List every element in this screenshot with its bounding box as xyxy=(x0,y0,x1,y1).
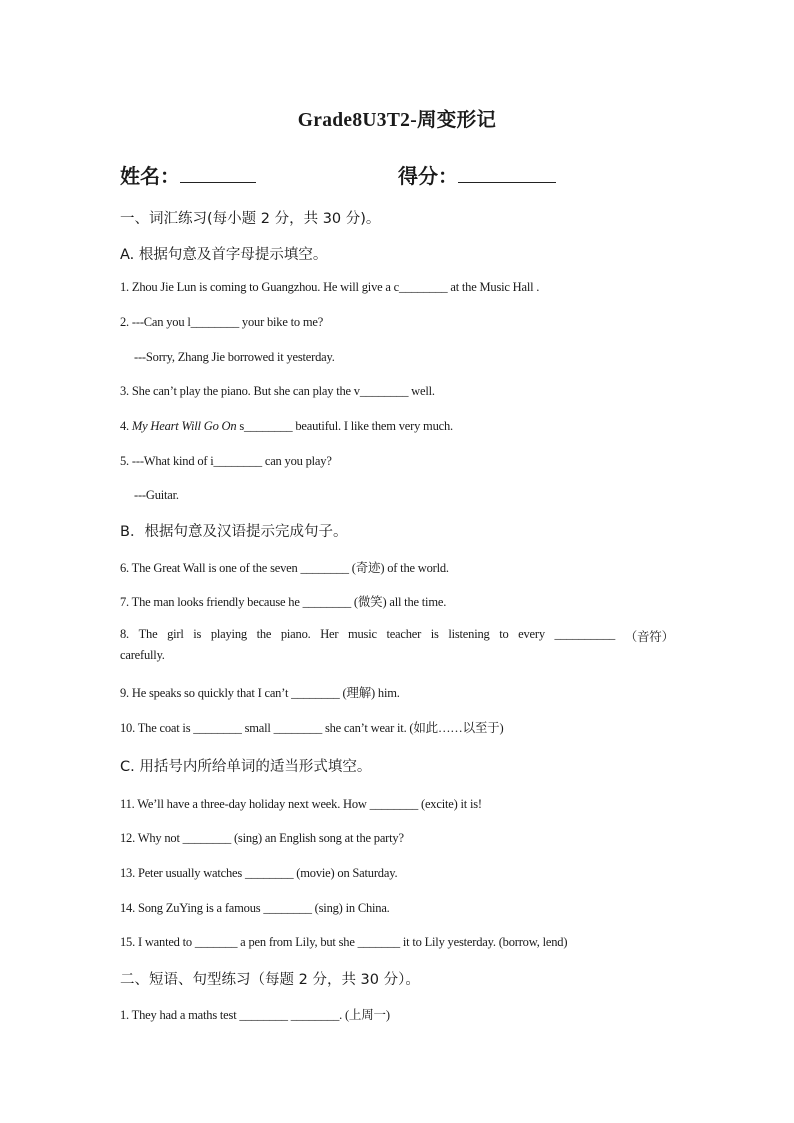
section2-heading: 二、短语、句型练习（每题 2 分，共 30 分）。 xyxy=(120,972,420,988)
q8-word: the xyxy=(256,627,272,641)
question-8 xyxy=(120,627,674,645)
score-blank[interactable] xyxy=(458,164,556,183)
q8-word: Her xyxy=(320,627,339,641)
name-blank[interactable] xyxy=(180,164,256,183)
score-label: 得分： xyxy=(398,164,458,188)
partB-heading: B．根据句意及汉语提示完成句子。 xyxy=(120,524,348,540)
question-5: 5. ---What kind of i________ can you play? xyxy=(120,454,332,468)
section1-heading: 一、词汇练习(每小题 2 分，共 30 分)。 xyxy=(120,211,381,227)
song-title: My Heart Will Go On xyxy=(131,419,237,433)
q8-word: piano. xyxy=(280,627,311,641)
question-13: 13. Peter usually watches ________ (movie) on Saturday. xyxy=(120,866,398,880)
question-15: 15. I wanted to _______ a pen from Lily, but she _______ it to Lily yesterday. (borrow, lend) xyxy=(120,935,568,949)
question-7: 7. The man looks friendly because he ________ (微笑) all the time. xyxy=(120,595,447,609)
question-14: 14. Song ZuYing is a famous ________ (sing) in China. xyxy=(120,901,390,915)
page-title: Grade8U3T2-周变形记 xyxy=(297,110,497,131)
q8-hint: （音符） xyxy=(624,630,674,644)
q8-word: 8. xyxy=(120,627,129,641)
q8-word: teacher xyxy=(386,627,422,641)
question-8-cont: carefully. xyxy=(120,648,165,662)
question-6: 6. The Great Wall is one of the seven ________ (奇迹) of the world. xyxy=(120,561,449,575)
q8-word: every xyxy=(518,627,545,641)
question-10: 10. The coat is ________ small ________ she can’t wear it. (如此……以至于) xyxy=(120,721,504,735)
q8-word: music xyxy=(347,627,377,641)
q8-blank[interactable]: __________ xyxy=(554,627,616,641)
score-field[interactable] xyxy=(398,160,556,189)
question-5-answer: ---Guitar. xyxy=(134,488,179,502)
q8-word: is xyxy=(193,627,202,641)
q8-word: listening xyxy=(448,627,490,641)
question-9: 9. He speaks so quickly that I can’t ________ (理解) him. xyxy=(120,686,400,700)
q8-word: playing xyxy=(210,627,247,641)
question-2-answer: ---Sorry, Zhang Jie borrowed it yesterday. xyxy=(134,350,335,364)
partA-heading: A. 根据句意及首字母提示填空。 xyxy=(120,247,328,263)
partC-heading: C. 用括号内所给单词的适当形式填空。 xyxy=(120,759,372,775)
section2-question-1: 1. They had a maths test ________ ________. (上周一) xyxy=(120,1008,390,1022)
question-1: 1. Zhou Jie Lun is coming to Guangzhou. He will give a c________ at the Music Hall . xyxy=(120,280,540,294)
q8-word: is xyxy=(430,627,439,641)
q8-word: to xyxy=(499,627,509,641)
name-field[interactable] xyxy=(120,160,256,189)
question-4 xyxy=(120,419,453,434)
q8-word: girl xyxy=(167,627,184,641)
question-4-number: 4. xyxy=(120,419,132,433)
question-2: 2. ---Can you l________ your bike to me? xyxy=(120,315,324,329)
question-4-text: s________ beautiful. I like them very much. xyxy=(236,419,453,433)
q8-word: The xyxy=(138,627,158,641)
question-11: 11. We’ll have a three-day holiday next week. How ________ (excite) it is! xyxy=(120,797,482,811)
question-3: 3. She can’t play the piano. But she can play the v________ well. xyxy=(120,384,435,398)
question-12: 12. Why not ________ (sing) an English song at the party? xyxy=(120,831,404,845)
name-label: 姓名： xyxy=(120,164,180,188)
